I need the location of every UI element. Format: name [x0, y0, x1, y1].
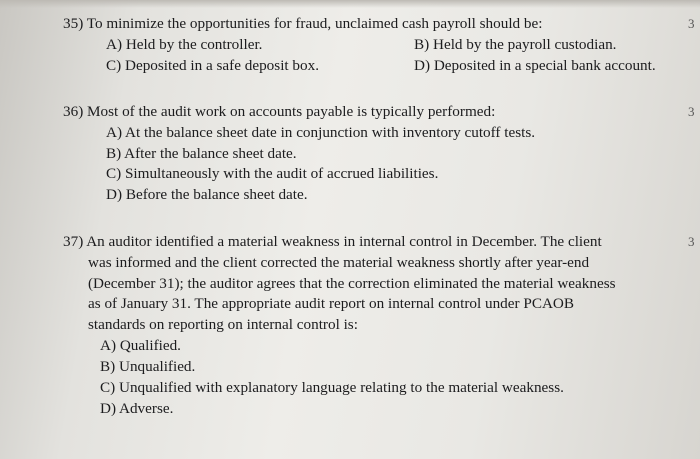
question-37-option-c: C) Unqualified with explanatory language relating to the material weakness. — [100, 379, 564, 396]
question-36-option-d: D) Before the balance sheet date. — [106, 186, 308, 203]
question-36-option-c: C) Simultaneously with the audit of accrued liabilities. — [106, 165, 439, 182]
margin-mark-35: 3 — [688, 16, 695, 31]
question-36-option-a: A) At the balance sheet date in conjunction with inventory cutoff tests. — [106, 124, 536, 141]
question-35-option-b: B) Held by the payroll custodian. — [414, 36, 617, 53]
question-37-option-a: A) Qualified. — [100, 337, 181, 354]
question-37-stem-line-4: as of January 31. The appropriate audit report on internal control under PCAOB — [88, 295, 575, 312]
question-37-stem-line-5: standards on reporting on internal control is: — [88, 316, 358, 333]
question-37-option-d: D) Adverse. — [100, 400, 174, 417]
question-35-option-a: A) Held by the controller. — [106, 36, 263, 53]
margin-mark-37: 3 — [688, 234, 695, 249]
margin-mark-36: 3 — [688, 104, 695, 119]
question-37-stem-line-1: 37) An auditor identified a material weakness in internal control in December. The client — [63, 233, 602, 250]
question-35-option-d: D) Deposited in a special bank account. — [414, 57, 656, 74]
question-35-option-c: C) Deposited in a safe deposit box. — [106, 57, 320, 74]
page-shadow — [0, 0, 700, 8]
question-36-stem: 36) Most of the audit work on accounts payable is typically performed: — [63, 103, 496, 120]
question-36-option-b: B) After the balance sheet date. — [106, 145, 297, 162]
question-37-option-b: B) Unqualified. — [100, 358, 196, 375]
question-37-stem-line-3: (December 31); the auditor agrees that the correction eliminated the material weakness — [88, 275, 616, 292]
question-35-stem: 35) To minimize the opportunities for fraud, unclaimed cash payroll should be: — [63, 15, 543, 32]
question-37-stem-line-2: was informed and the client corrected the material weakness shortly after year-end — [88, 254, 590, 271]
